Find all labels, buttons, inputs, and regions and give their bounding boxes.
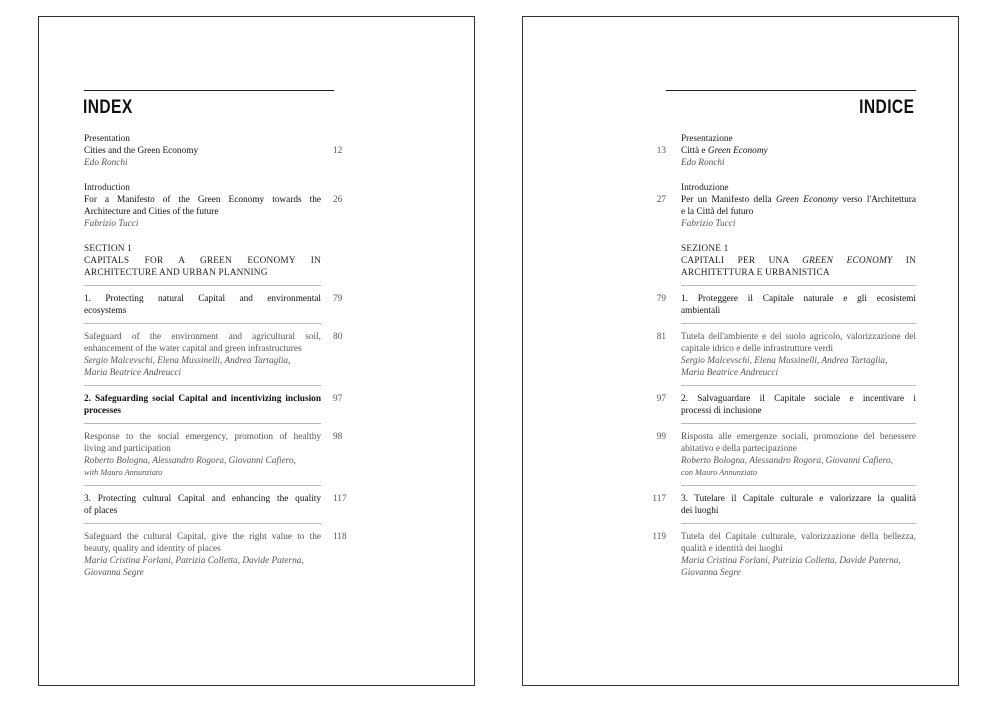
divider <box>84 323 321 324</box>
toc-subentry-1[interactable] <box>640 331 916 379</box>
divider <box>681 485 916 486</box>
subentry-authors-cont: Maria Beatrice Andreucci <box>84 368 182 378</box>
entry-author: Fabrizio Tucci <box>84 219 139 229</box>
subentry-authors-cont: Maria Beatrice Andreucci <box>681 368 779 378</box>
entry-heading: Città e Green Economy <box>681 146 768 156</box>
divider <box>681 385 916 386</box>
section-title: CAPITALI PER UNA GREEN ECONOMY IN <box>681 256 916 266</box>
page-number: 26 <box>333 195 343 205</box>
subentry-title-cont: qualità e identità dei luoghi <box>681 544 783 554</box>
chapter-title: 1. Protecting natural Capital and environmental <box>84 294 321 304</box>
subentry-title-cont: capitale idrico e delle infrastrutture verdi <box>681 344 834 354</box>
page-number: 27 <box>656 195 666 205</box>
toc-entry-presentation[interactable] <box>84 133 384 169</box>
subentry-title: Risposta alle emergenze sociali, promozione del benessere <box>681 432 916 442</box>
chapter-title: 3. Protecting cultural Capital and enhancing the quality <box>84 494 321 504</box>
page-number: 79 <box>656 294 666 304</box>
toc-list <box>84 133 384 579</box>
toc-subentry-2[interactable] <box>640 431 916 479</box>
toc-subentry-2[interactable] <box>84 431 384 479</box>
page-number: 13 <box>656 146 666 156</box>
entry-heading: For a Manifesto of the Green Economy towards the <box>84 195 321 205</box>
divider <box>84 423 321 424</box>
toc-chapter-2[interactable] <box>640 393 916 417</box>
toc-chapter-2[interactable] <box>84 393 384 417</box>
toc-subentry-1[interactable] <box>84 331 384 379</box>
page-number: 97 <box>656 394 666 404</box>
subentry-title-cont: enhancement of the water capital and green infrastructures <box>84 344 302 354</box>
page-number: 117 <box>652 494 666 504</box>
subentry-title: Safeguard of the environment and agricultural soil, <box>84 332 321 342</box>
entry-kicker: Introduzione <box>681 183 729 193</box>
toc-chapter-1[interactable] <box>640 293 916 317</box>
chapter-title-cont: processi di inclusione <box>681 406 762 416</box>
page-number: 98 <box>333 432 343 442</box>
chapter-title-cont: ambientali <box>681 306 721 316</box>
toc-chapter-1[interactable] <box>84 293 384 317</box>
toc-section-heading <box>84 243 384 279</box>
divider <box>84 523 321 524</box>
page-number: 12 <box>333 146 343 156</box>
divider <box>84 485 321 486</box>
toc-entry-presentation[interactable] <box>640 133 916 169</box>
subentry-title: Response to the social emergency, promotion of healthy <box>84 432 321 442</box>
toc-subentry-3[interactable] <box>84 531 384 579</box>
entry-kicker: Presentation <box>84 134 130 144</box>
divider <box>681 523 916 524</box>
section-kicker: SEZIONE 1 <box>681 244 729 254</box>
chapter-title-cont: dei luoghi <box>681 506 719 516</box>
subentry-authors-cont: con Mauro Annunziato <box>681 468 758 477</box>
divider <box>681 423 916 424</box>
chapter-title: 1. Proteggere il Capitale naturale e gli ecosistemi <box>681 294 916 304</box>
entry-heading-cont: e la Città del futuro <box>681 207 754 217</box>
page-number: 81 <box>656 332 666 342</box>
subentry-authors-cont: Giovanna Segre <box>681 568 741 578</box>
divider <box>84 385 321 386</box>
chapter-title-cont: of places <box>84 506 118 516</box>
subentry-authors: Roberto Bologna, Alessandro Rogora, Giovanni Cafiero, <box>84 456 296 466</box>
chapter-title: 2. Salvaguardare il Capitale sociale e incentivare i <box>681 394 916 404</box>
section-title-cont: ARCHITETTURA E URBANISTICA <box>681 268 830 278</box>
toc-entry-introduction[interactable] <box>84 182 384 230</box>
subentry-authors: Sergio Malcevschi, Elena Mussinelli, Andrea Tartaglia, <box>681 356 888 366</box>
subentry-title-cont: beauty, quality and identity of places <box>84 544 221 554</box>
subentry-title: Tutela dell'ambiente e del suolo agricolo, valorizzazione del <box>681 332 916 342</box>
page-title: INDICE <box>858 97 914 118</box>
page-number: 117 <box>333 494 347 504</box>
section-kicker: SECTION 1 <box>84 244 133 254</box>
page-number: 99 <box>656 432 666 442</box>
title-rule <box>666 90 916 91</box>
subentry-authors: Maria Cristina Forlani, Patrizia Colletta, Davide Paterna, <box>84 556 304 566</box>
toc-list <box>640 133 916 579</box>
entry-heading: Cities and the Green Economy <box>84 146 199 156</box>
page-number: 118 <box>333 532 347 542</box>
section-title-cont: ARCHITECTURE AND URBAN PLANNING <box>84 268 268 278</box>
toc-section-heading <box>640 243 916 279</box>
entry-kicker: Presentazione <box>681 134 733 144</box>
page-number: 97 <box>333 394 343 404</box>
divider <box>681 285 916 286</box>
page-number: 80 <box>333 332 343 342</box>
title-rule <box>84 90 334 91</box>
entry-heading-cont: Architecture and Cities of the future <box>84 207 219 217</box>
english-index-page <box>38 16 475 686</box>
chapter-title-cont: ecosystems <box>84 306 127 316</box>
toc-entry-introduction[interactable] <box>640 182 916 230</box>
entry-author: Edo Ronchi <box>84 158 128 168</box>
subentry-title: Tutela del Capitale culturale, valorizzazione della bellezza, <box>681 532 916 542</box>
divider <box>84 285 321 286</box>
subentry-authors: Maria Cristina Forlani, Patrizia Colletta, Davide Paterna, <box>681 556 901 566</box>
page-number: 119 <box>652 532 666 542</box>
entry-author: Fabrizio Tucci <box>681 219 736 229</box>
subentry-title-cont: abitativo e della partecipazione <box>681 444 797 454</box>
subentry-title-cont: living and participation <box>84 444 171 454</box>
subentry-authors-cont: with Mauro Annunziato <box>84 468 163 477</box>
chapter-title: 2. Safeguarding social Capital and incentivizing inclusion <box>84 394 321 404</box>
chapter-title-cont: processes <box>84 406 122 416</box>
section-title: CAPITALS FOR A GREEN ECONOMY IN <box>84 256 321 266</box>
entry-heading: Per un Manifesto della Green Economy verso l'Architettura <box>681 195 916 205</box>
entry-kicker: Introduction <box>84 183 130 193</box>
subentry-title: Safeguard the cultural Capital, give the right value to the <box>84 532 321 542</box>
subentry-authors: Roberto Bologna, Alessandro Rogora, Giovanni Cafiero, <box>681 456 893 466</box>
italian-index-page <box>522 16 959 686</box>
subentry-authors-cont: Giovanna Segre <box>84 568 144 578</box>
toc-chapter-3[interactable] <box>640 493 916 517</box>
page-number: 79 <box>333 294 343 304</box>
subentry-authors: Sergio Malcevschi, Elena Mussinelli, Andrea Tartaglia, <box>84 356 291 366</box>
entry-author: Edo Ronchi <box>681 158 725 168</box>
toc-subentry-3[interactable] <box>640 531 916 579</box>
toc-chapter-3[interactable] <box>84 493 384 517</box>
chapter-title: 3. Tutelare il Capitale culturale e valorizzare la qualità <box>681 494 916 504</box>
divider <box>681 323 916 324</box>
page-title: INDEX <box>83 97 133 118</box>
